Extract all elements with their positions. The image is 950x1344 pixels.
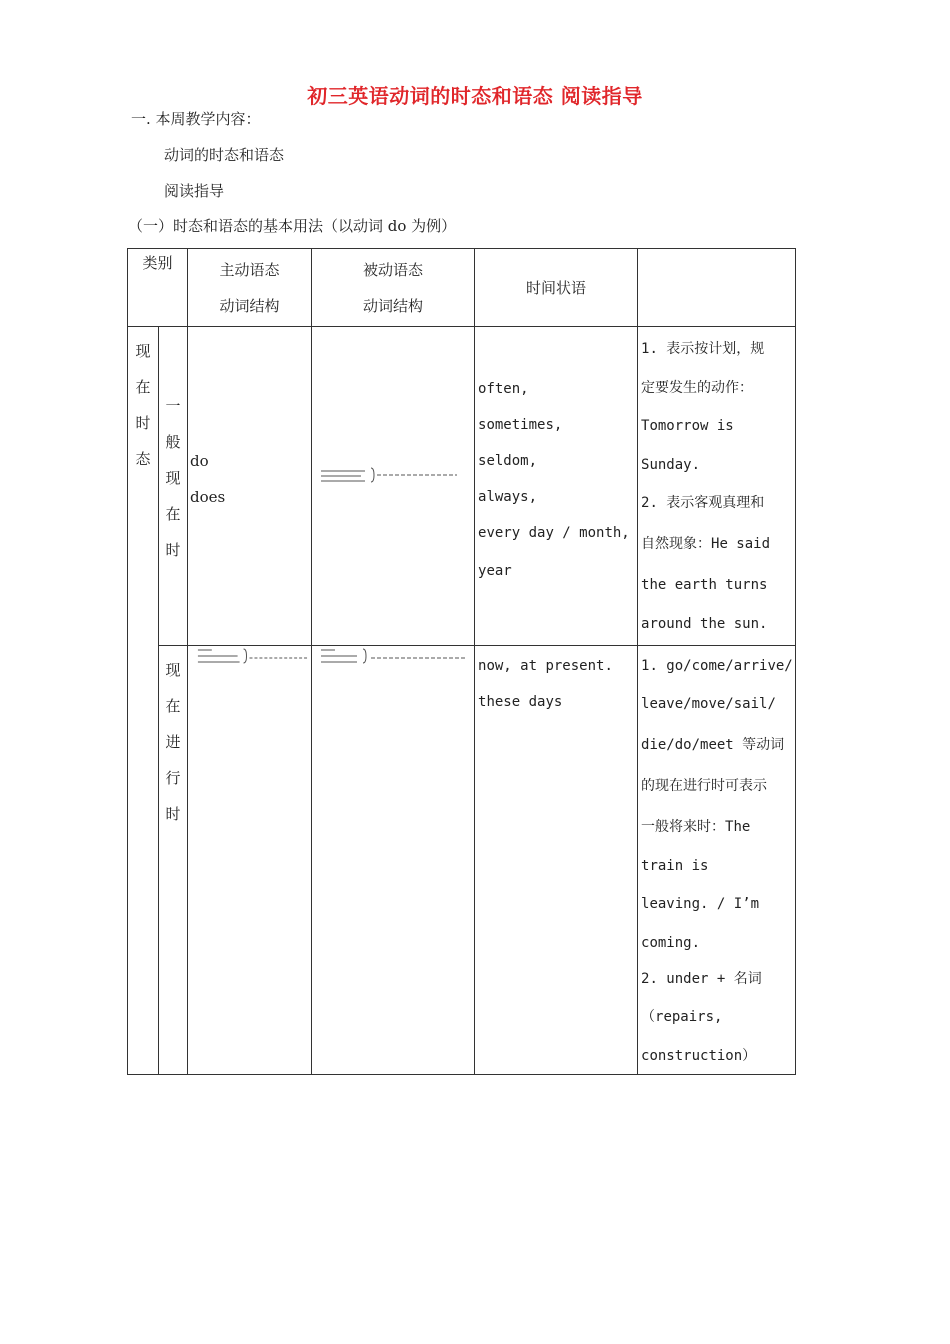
active-structure-simple-present: do does — [188, 327, 312, 646]
time-adverbial-present-progressive: now, at present. these days — [475, 646, 638, 1075]
tense-voice-table — [127, 248, 796, 1075]
tense-label-simple-present: 一 般 现 在 时 — [159, 327, 188, 646]
subsection-heading: （一）时态和语态的基本用法（以动词 do 为例） — [128, 217, 457, 235]
table-row-present-progressive — [128, 646, 796, 1075]
garbled-formula-image — [312, 465, 474, 485]
time-adverbial-simple-present: often, sometimes, seldom, always, every day / month, year — [475, 327, 638, 646]
header-active-voice: 主动语态 动词结构 — [188, 249, 312, 327]
page-title: 初三英语动词的时态和语态 阅读指导 — [307, 84, 643, 108]
tense-label-present-progressive: 现 在 进 行 时 — [159, 646, 188, 1075]
header-passive-voice: 被动语态 动词结构 — [312, 249, 475, 327]
notes-simple-present: 1. 表示按计划，规 定要发生的动作： Tomorrow is Sunday. 2. 表示客观真理和 自然现象：He said the earth turns around the sun. — [638, 327, 796, 646]
table-header-row — [128, 249, 796, 327]
content-item-tense-voice: 动词的时态和语态 — [164, 146, 285, 164]
table-row-simple-present — [128, 327, 796, 646]
passive-structure-simple-present — [312, 327, 475, 646]
header-category: 类别 — [128, 249, 188, 327]
content-item-reading: 阅读指导 — [164, 182, 225, 200]
header-notes — [638, 249, 796, 327]
header-time-adverbial: 时间状语 — [475, 249, 638, 327]
tense-group-label: 现 在 时 态 — [128, 327, 159, 1075]
notes-present-progressive: 1. go/come/arrive/ leave/move/sail/ die/do/meet 等动词 的现在进行时可表示 一般将来时：The train is leaving. / I’m coming. 2. under + 名词 （repairs, construction） — [638, 646, 796, 1075]
section-heading: 一. 本周教学内容： — [131, 110, 261, 128]
passive-structure-present-progressive — [312, 646, 475, 1075]
active-structure-present-progressive — [188, 646, 312, 1075]
garbled-formula-image — [312, 646, 474, 666]
garbled-formula-image — [188, 646, 311, 666]
